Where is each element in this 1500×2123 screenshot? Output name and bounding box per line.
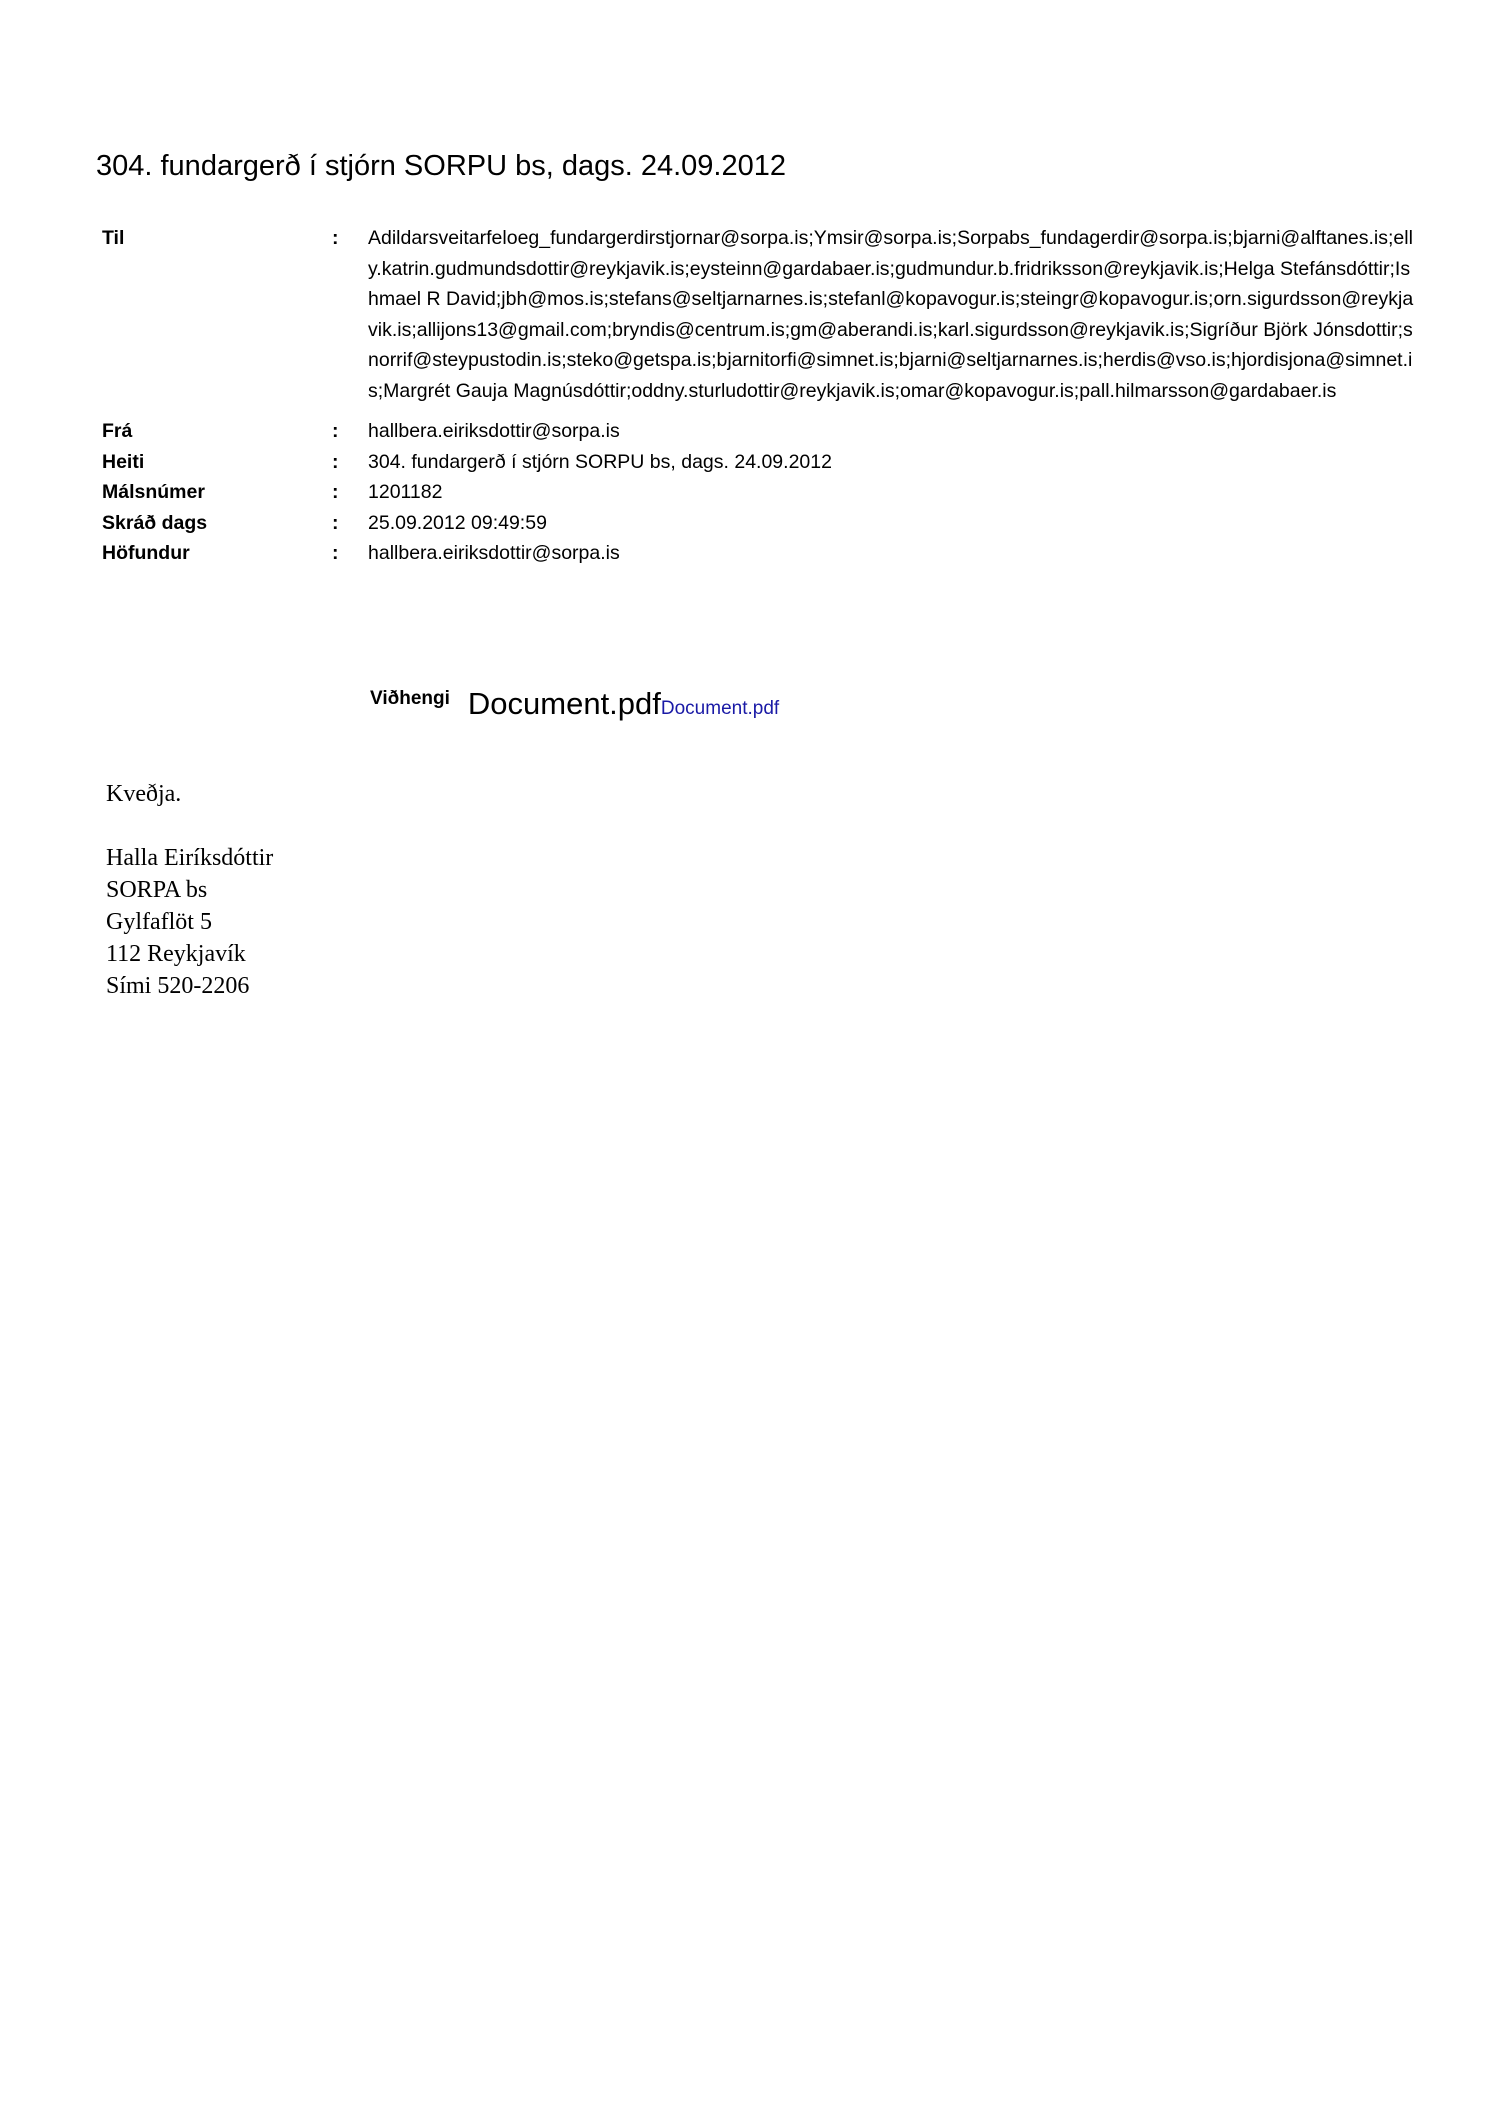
from-value: hallbera.eiriksdottir@sorpa.is	[368, 420, 620, 442]
case-number-label: Málsnúmer	[102, 481, 205, 503]
signature-name: Halla Eiríksdóttir	[106, 845, 274, 871]
colon: :	[332, 511, 339, 534]
meta-row-subject	[96, 447, 1416, 478]
colon: :	[332, 542, 339, 564]
registered-date-label: Skráð dags	[102, 511, 208, 534]
meta-row-to	[96, 223, 1416, 416]
meta-row-registered-date	[96, 508, 1416, 539]
subject-value: 304. fundargerð í stjórn SORPU bs, dags. 24.09.2012	[368, 450, 832, 473]
colon: :	[332, 227, 339, 249]
attachment-row	[370, 686, 779, 722]
meta-row-from	[96, 416, 1416, 447]
registered-date-value: 25.09.2012 09:49:59	[368, 511, 547, 534]
to-value: Adildarsveitarfeloeg_fundargerdirstjornar@sorpa.is;Ymsir@sorpa.is;Sorpabs_fundagerdir@sorpa.is;bjarni@alftanes.is;elly.katrin.gudmundsdottir@reykjavik.is;eysteinn@gardabaer.is;gudmundur.b.fridriksson@reykjavik.is;Helga Stefánsdóttir;Ishmael R David;jbh@mos.is;stefans@seltjarnarnes.is;stefanl@kopavogur.is;steingr@kopavogur.is;orn.sigurdsson@reykjavik.is;allijons13@gmail.com;bryndis@centrum.is;gm@aberandi.is;karl.sigurdsson@reykjavik.is;Sigríður Björk Jónsdottir;snorrif@steypustodin.is;steko@getspa.is;bjarnitorfi@simnet.is;bjarni@seltjarnarnes.is;herdis@vso.is;hjordisjona@simnet.is;Margrét Gauja Magnúsdóttir;oddny.sturludottir@reykjavik.is;omar@kopavogur.is;pall.hilmarsson@gardabaer.is	[368, 227, 1414, 402]
greeting: Kveðja.	[106, 781, 182, 807]
signature-city: 112 Reykjavík	[106, 941, 246, 967]
document-title: 304. fundargerð í stjórn SORPU bs, dags. 24.09.2012	[96, 150, 786, 182]
case-number-value: 1201182	[368, 481, 443, 503]
signature-organization: SORPA bs	[106, 877, 208, 903]
signature-block	[106, 778, 273, 1002]
author-label: Höfundur	[102, 542, 190, 564]
to-label: Til	[102, 227, 125, 249]
subject-label: Heiti	[102, 450, 145, 473]
from-label: Frá	[102, 420, 133, 442]
signature-street: Gylfaflöt 5	[106, 909, 212, 935]
author-value: hallbera.eiriksdottir@sorpa.is	[368, 542, 620, 564]
attachment-label: Viðhengi	[370, 688, 450, 709]
attachment-filename: Document.pdf	[467, 686, 661, 721]
attachment-link[interactable]: Document.pdf	[660, 698, 780, 719]
signature-phone: Sími 520-2206	[106, 973, 250, 999]
metadata-table	[96, 223, 1416, 569]
meta-row-case-number	[96, 477, 1416, 508]
meta-row-author	[96, 538, 1416, 569]
colon: :	[332, 450, 339, 473]
colon: :	[332, 420, 339, 442]
colon: :	[332, 481, 339, 503]
